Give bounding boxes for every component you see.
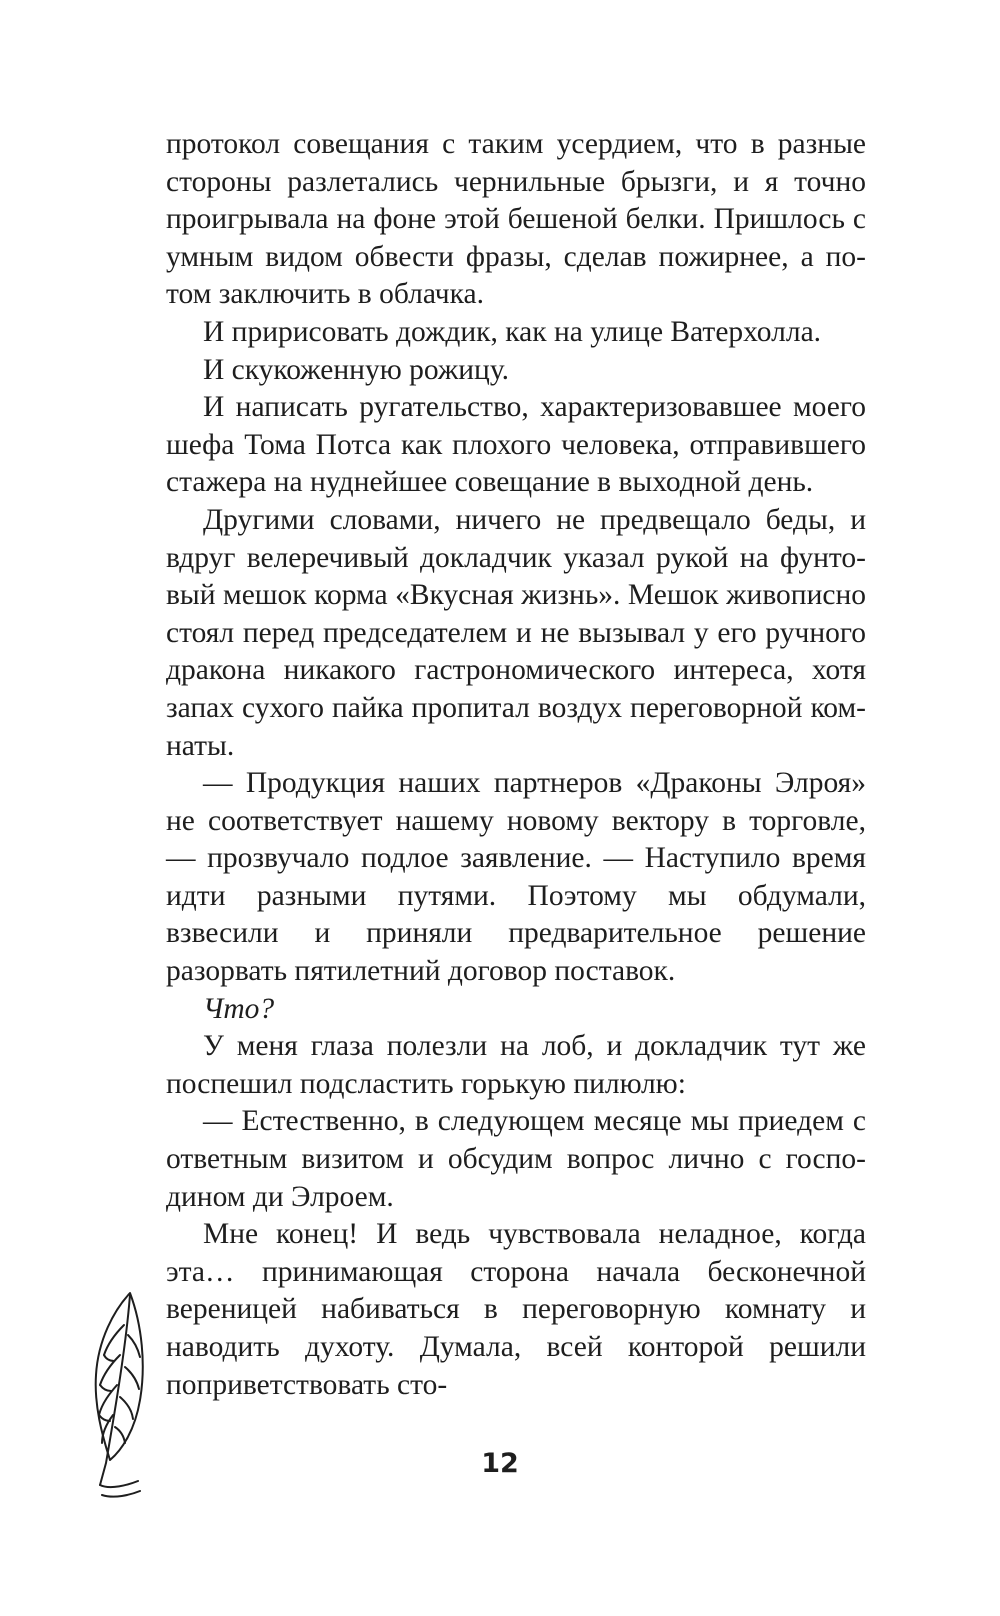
paragraph-10: Мне конец! И ведь чувствовала неладное, когда эта… принимающая сторона начала бесконечной вереницей набиваться в переговорную комнату и наводить духоту. Думала, всей конторой решили поприветствовать сто- xyxy=(166,1218,866,1401)
paragraph-1: протокол совещания с таким усердием, что в разные стороны разлетались чернильные брызги, и я точно проигрывала на фоне этой бешеной белки. Пришлось с умным видом обвести фразы, сделав пожирнее, а потом заключить в облачка. xyxy=(166,128,866,311)
paragraph-4: И написать ругательство, характеризовавшее моего шефа Тома Потса как плохого человека, отправившего стажера на нуднейшее совещание в выходной день. xyxy=(166,391,866,499)
paragraph-9: — Естественно, в следующем месяце мы приедем с ответным визитом и обсудим вопрос лично с господином ди Элроем. xyxy=(166,1105,866,1213)
paragraph-6: — Продукция наших партнеров «Драконы Элроя» не соответствует нашему новому вектору в торговле, — прозвучало подлое заявление. — Наступило время идти разными путями. Поэтому мы обдумали, взвесили и приняли предварительное решение разорвать пятилетний договор поставок. xyxy=(166,767,866,988)
paragraph-8: У меня глаза полезли на лоб, и докладчик тут же поспешил подсластить горькую пилюлю: xyxy=(166,1030,866,1100)
page-number: 12 xyxy=(481,1448,519,1479)
feather-icon xyxy=(80,1285,160,1515)
paragraph-7: Что? xyxy=(203,992,275,1025)
paragraph-3: И скукоженную рожицу. xyxy=(203,353,510,386)
paragraph-5: Другими словами, ничего не предвещало беды, и вдруг велеречивый докладчик указал рукой на фунтовый мешок корма «Вкусная жизнь». Мешок живописно стоял перед председателем и не вызывал у его ручного дракона никакого гастрономического интереса, хотя запах сухого пайка пропитал воздух переговорной комнаты. xyxy=(166,503,866,762)
paragraph-2: И пририсовать дождик, как на улице Ватерхолла. xyxy=(203,315,822,348)
page-body xyxy=(166,126,866,1404)
